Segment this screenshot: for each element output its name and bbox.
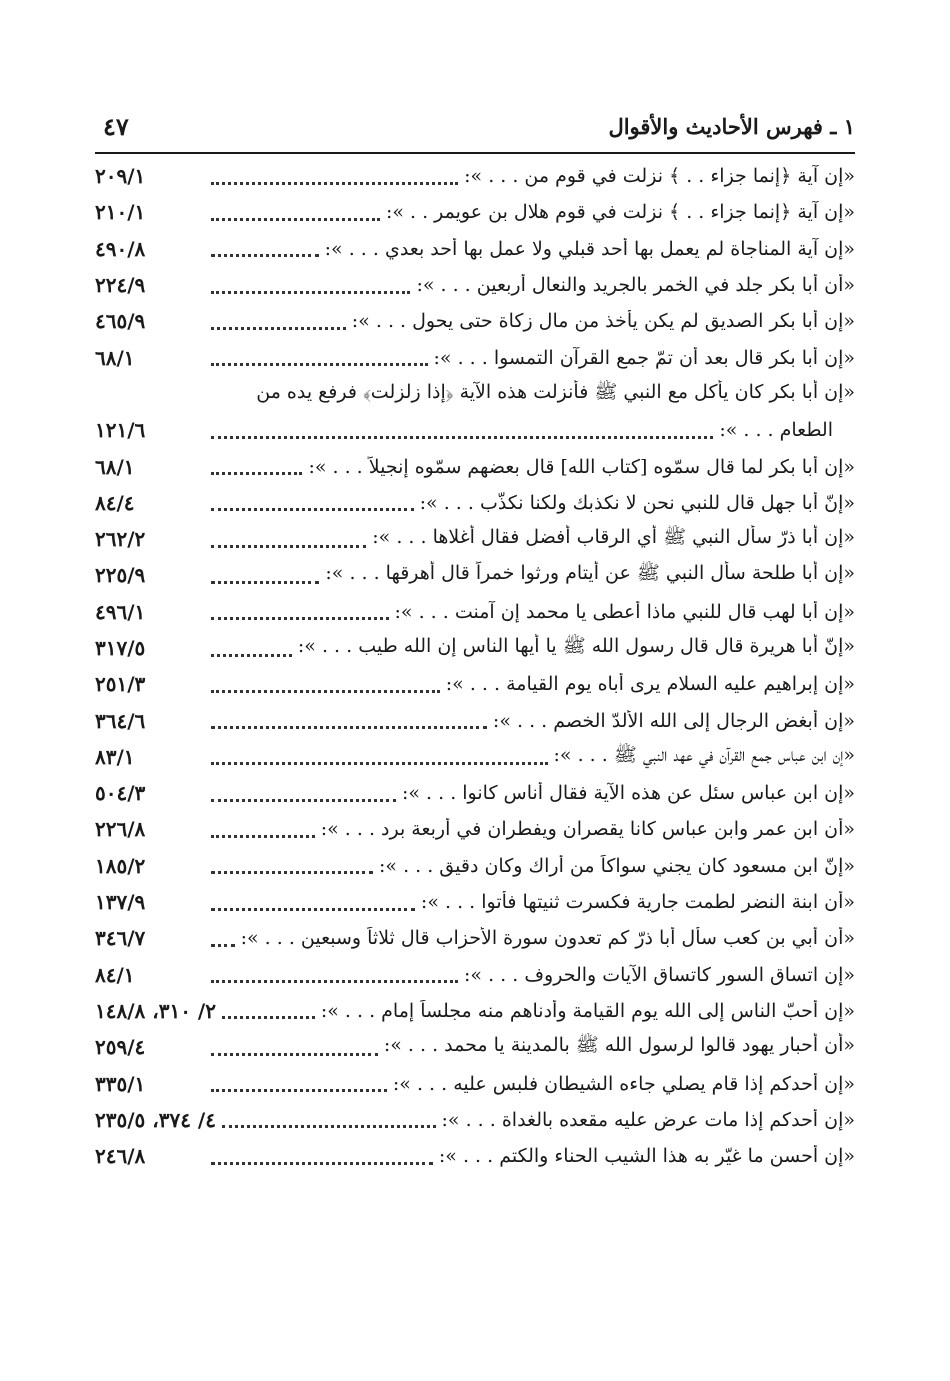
entry-text: «إن أبا بكر الصديق لم يكن يأخذ من مال زكاة حتى يحول . . . »: — [351, 310, 855, 333]
entry-text: «إنّ أبا هريرة قال قال رسول الله ﷺ يا أيها الناس إن الله طيب . . . »: — [297, 635, 855, 657]
entry-text: «إنّ ابن مسعود كان يجني سواكاً من أراك وكان دقيق . . . »: — [379, 854, 855, 877]
index-entry — [95, 521, 855, 557]
entry-reference: ٣٣٥/١ — [95, 1071, 146, 1096]
index-entry — [95, 376, 855, 449]
entry-reference: ٣١٧/٥ — [95, 636, 146, 660]
index-entry — [95, 666, 855, 702]
index-entry — [95, 485, 855, 521]
entry-text: «إن أحبّ الناس إلى الله يوم القيامة وأدناهم منه مجلساً إمام . . . »: — [320, 999, 855, 1022]
entry-reference: ٦٨/١ — [95, 454, 135, 479]
entry-text: «إن أبا لهب قال للنبي ماذا أعطى يا محمد إن آمنت . . . »: — [394, 600, 855, 623]
index-entry — [95, 993, 855, 1029]
entry-reference: ٣٦٤/٦ — [95, 708, 146, 733]
index-entry — [95, 267, 855, 303]
index-entry — [95, 811, 855, 847]
dot-leader — [211, 422, 713, 439]
index-entry — [95, 884, 855, 920]
entry-reference: ٤٦٥/٩ — [95, 309, 146, 334]
index-entry — [95, 594, 855, 630]
dot-leader — [211, 748, 548, 765]
index-entry — [95, 231, 855, 267]
dot-leader — [211, 567, 319, 584]
dot-leader — [211, 930, 235, 947]
entry-text: «إن إبراهيم عليه السلام يرى أباه يوم القيامة . . . »: — [445, 673, 855, 696]
entry-text: «أن أبا بكر جلد في الخمر بالجريد والنعال أربعين . . . »: — [416, 274, 855, 297]
dot-leader — [211, 1039, 378, 1056]
hadith-index-list — [95, 158, 855, 1174]
entry-text: «إن أحسن ما غيّر به هذا الشيب الحناء والكتم . . . »: — [438, 1145, 855, 1168]
running-title: ١ ـ فهرس الأحاديث والأقوال — [608, 114, 855, 139]
entry-text: «أن ابن عمر وابن عباس كانا يقصران ويفطران في أربعة برد . . . »: — [320, 818, 855, 841]
entry-reference: ٣٤٦/٧ — [95, 926, 146, 951]
entry-text: «إن آية المناجاة لم يعمل بها أحد قبلي ولا عمل بها أحد بعدي . . . »: — [324, 237, 855, 260]
entry-text: «إن أحدكم إذا مات عرض عليه مقعده بالغداة . . . »: — [441, 1108, 855, 1131]
entry-reference: ٢٢٦/٨ — [95, 817, 146, 842]
dot-leader — [211, 168, 458, 185]
entry-reference: ١٨٥/٢ — [95, 853, 146, 878]
index-entry — [95, 1138, 855, 1174]
page-header — [95, 108, 855, 154]
entry-text: «إن أبا بكر لما قال سمّوه [كتاب الله] قال بعضهم سمّوه إنجيلاً . . . »: — [308, 455, 855, 478]
entry-reference: ٢١٠/١ — [95, 200, 146, 225]
dot-leader — [222, 1002, 315, 1019]
entry-text: «إن أحدكم إذا قام يصلي جاءه الشيطان فلبس عليه . . . »: — [392, 1072, 855, 1095]
dot-leader — [211, 277, 410, 294]
dot-leader — [211, 313, 346, 330]
entry-text-continued: الطعام . . . »: — [719, 419, 833, 442]
dot-leader — [211, 349, 428, 366]
index-entry — [95, 957, 855, 993]
entry-reference: ٨٣/١ — [95, 744, 135, 769]
dot-leader — [211, 785, 396, 802]
dot-leader — [211, 821, 315, 838]
entry-reference: ٥٠٤/٣ — [95, 781, 146, 806]
entry-reference: ٨٤/٤ — [95, 490, 135, 515]
entry-reference: ٤/ ٣٧٤، ٢٣٥/٥ — [95, 1107, 216, 1132]
entry-text: «إن أبغض الرجال إلى الله الألدّ الخصم . . . »: — [492, 709, 855, 732]
entry-reference: ٢٠٩/١ — [95, 164, 146, 189]
dot-leader — [222, 1111, 436, 1128]
index-entry — [95, 194, 855, 230]
entry-text: «إن ابن عباس جمع القرآن في عهد النبي ﷺ . . . »: — [553, 743, 855, 766]
entry-text: «إن آية ﴿إنما جزاء . . ﴾ نزلت في قوم هلال بن عويمر . . »: — [385, 201, 855, 224]
index-entry — [95, 630, 855, 666]
entry-reference: ٤٩٠/٨ — [95, 236, 146, 261]
entry-reference: ٤٩٦/١ — [95, 599, 146, 624]
index-entry — [95, 339, 855, 375]
dot-leader — [211, 531, 366, 548]
page-number: ٤٧ — [103, 112, 129, 141]
entry-text: «إن أبا ذرّ سأل النبي ﷺ أي الرقاب أفضل فقال أغلاها . . . »: — [372, 526, 855, 549]
entry-text: «إن آية ﴿إنما جزاء . . ﴾ نزلت في قوم من . . . »: — [464, 165, 855, 188]
dot-leader — [211, 458, 302, 475]
dot-leader — [211, 966, 458, 983]
dot-leader — [211, 640, 292, 657]
index-entry — [95, 303, 855, 339]
entry-text: «إن أبا بكر قال بعد أن تمّ جمع القرآن التمسوا . . . »: — [433, 346, 855, 369]
index-entry — [95, 1102, 855, 1138]
dot-leader — [211, 603, 389, 620]
index-entry — [95, 775, 855, 811]
dot-leader — [211, 240, 319, 257]
entry-text: «إن ابن عباس سئل عن هذه الآية فقال أناس كانوا . . . »: — [401, 782, 855, 805]
index-entry — [95, 158, 855, 194]
index-entry — [95, 557, 855, 593]
entry-reference: ٦٨/١ — [95, 345, 135, 370]
index-entry — [95, 739, 855, 775]
index-entry — [95, 920, 855, 956]
entry-text: «أن أبي بن كعب سأل أبا ذرّ كم تعدون سورة الأحزاب قال ثلاثاً وسبعين . . . »: — [240, 927, 855, 950]
dot-leader — [211, 676, 440, 693]
entry-text: «إن اتساق السور كاتساق الآيات والحروف . . . »: — [464, 963, 855, 986]
entry-reference: ٢٥٩/٤ — [95, 1035, 146, 1060]
index-entry — [95, 702, 855, 738]
entry-reference: ١٣٧/٩ — [95, 890, 146, 915]
dot-leader — [211, 494, 414, 511]
entry-reference: ١٢١/٦ — [95, 418, 146, 443]
entry-text: «إن أبا طلحة سأل النبي ﷺ عن أيتام ورثوا خمراً قال أهرقها . . . »: — [325, 562, 855, 585]
index-entry — [95, 448, 855, 484]
index-entry — [95, 848, 855, 884]
entry-reference: ٢٦٢/٢ — [95, 527, 146, 552]
entry-reference: ٢٤٦/٨ — [95, 1144, 146, 1169]
header-rule — [95, 152, 855, 154]
index-entry — [95, 1065, 855, 1101]
entry-reference: ٢/ ٣١٠، ١٤٨/٨ — [95, 998, 216, 1023]
entry-reference: ٢٢٤/٩ — [95, 273, 146, 298]
entry-text: «إنّ أبا جهل قال للنبي نحن لا نكذبك ولكنا نكذّب . . . »: — [419, 491, 855, 514]
entry-reference: ٨٤/١ — [95, 962, 135, 987]
dot-leader — [211, 894, 415, 911]
entry-reference: ٢٥١/٣ — [95, 672, 146, 697]
entry-text: «إن أبا بكر كان يأكل مع النبي ﷺ فأنزلت هذه الآية ﴿إذا زلزلت﴾ فرفع يده من — [256, 380, 855, 403]
dot-leader — [211, 1148, 433, 1165]
entry-reference: ٢٢٥/٩ — [95, 563, 146, 588]
entry-text: «أن ابنة النضر لطمت جارية فكسرت ثنيتها فأتوا . . . »: — [420, 891, 855, 914]
dot-leader — [211, 712, 487, 729]
dot-leader — [211, 204, 380, 221]
dot-leader — [211, 857, 373, 874]
index-entry — [95, 1029, 855, 1065]
dot-leader — [211, 1075, 387, 1092]
entry-text: «أن أحبار يهود قالوا لرسول الله ﷺ بالمدينة يا محمد . . . »: — [383, 1034, 855, 1057]
